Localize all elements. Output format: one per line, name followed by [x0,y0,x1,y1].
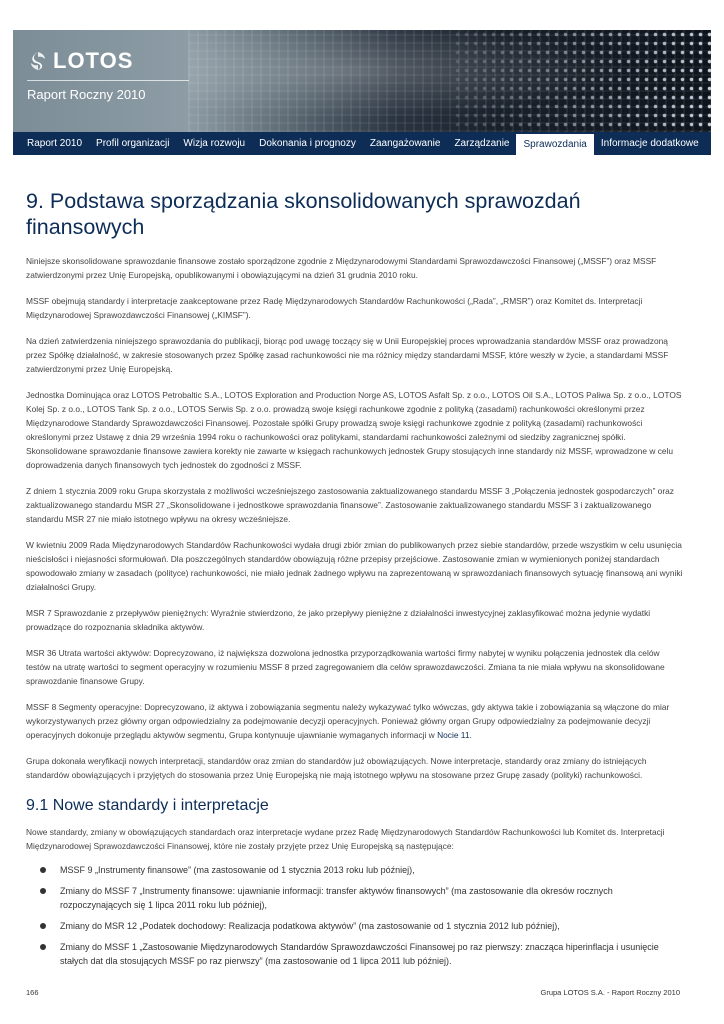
paragraph-text: MSSF 8 Segmenty operacyjne: Doprecyzowano, iż aktywa i zobowiązania segmentu należy wykazywać tylko wówczas, gdy aktywa takie i zobowiązania są włączone do miar wykorzystywanych przez główny organ odpowiedzialny za podejmowanie decyzji operacyjnych. Ponieważ główny organ Grupy odpowiedzialny za podejmowanie decyzji operacyjnych dokonuje przeglądu aktywów segmentu, Grupa kontynuuje ujawnianie wymaganych informacji w [26,702,670,740]
bullet-icon [40,923,46,929]
logo-text: LOTOS [53,48,134,73]
paragraph: MSR 36 Utrata wartości aktywów: Doprecyzowano, iż największa dozwolona jednostka przyporządkowania wartości firmy nabytej w wyniku połączenia jednostek dla celów testów na utratę wartości to segment operacyjny w rozumieniu MSSF 8 przed zagregowaniem dla celów sprawozdawczości. Zmiana ta nie miała wpływu na skonsolidowane sprawozdanie finansowe Grupy. [26,648,665,686]
section-intro: Nowe standardy, zmiany w obowiązujących standardach oraz interpretacje wydane przez Radę Międzynarodowych Standardów Rachunkowości lub Komitet ds. Interpretacji Międzynarodowej Sprawozdawczości Finansowej, które nie zostały przyjęte przez Unię Europejską są następujące: [26,827,665,851]
header-divider [27,80,189,81]
bullet-icon [40,888,46,894]
nav-item-profil-organizacji[interactable]: Profil organizacji [96,138,170,149]
nav-item-raport-2010[interactable]: Raport 2010 [27,138,83,149]
standards-list [26,863,686,968]
paragraph-mssf8 [26,700,686,742]
main-content [26,188,686,975]
nav-item-zarzadzanie[interactable]: Zarządzanie [454,138,510,149]
footer-report-name: Grupa LOTOS S.A. - Raport Roczny 2010 [540,988,680,997]
report-subtitle: Raport Roczny 2010 [27,87,146,102]
list-item [26,919,686,933]
main-navigation [13,132,711,155]
section-subtitle: 9.1 Nowe standardy i interpretacje [26,797,269,814]
paragraph: MSR 7 Sprawozdanie z przepływów pieniężnych: Wyraźnie stwierdzono, że jako przepływy pieniężne z działalności inwestycyjnej zaklasyfikować można jedynie wydatki prowadzące do rozpoznania składnika aktywów. [26,608,651,632]
list-item-text: Zmiany do MSSF 7 „Instrumenty finansowe: ujawnianie informacji: transfer aktywów finansowych” (ma zastosowanie dla okresów rocznych rozpoczynających się 1 lipca 2011 roku lub później), [60,886,613,910]
nav-item-sprawozdania[interactable]: Sprawozdania [516,134,593,155]
list-item-text: Zmiany do MSR 12 „Podatek dochodowy: Realizacja podatkowa aktywów” (ma zastosowanie od 1 stycznia 2012 lub później), [60,921,560,931]
list-item-text: MSSF 9 „Instrumenty finansowe” (ma zastosowanie od 1 stycznia 2013 roku lub później), [60,865,415,875]
paragraph: MSSF obejmują standardy i interpretacje zaakceptowane przez Radę Międzynarodowych Standardów Rachunkowości („Rada”, „RMSR”) oraz Komitet ds. Interpretacji Międzynarodowej Sprawozdawczości Finansowej („KIMSF”). [26,296,643,320]
page-title: 9. Podstawa sporządzania skonsolidowanych sprawozdań finansowych [26,189,581,239]
lotos-logo[interactable] [27,48,133,74]
paragraph: Grupa dokonała weryfikacji nowych interpretacji, standardów oraz zmian do standardów już obowiązujących. Nowe interpretacje, standardy oraz zmiany do istniejących standardów obowiązujących i przyjętych do stosowania przez Unię Europejską nie mają istotnego wpływu na stosowane przez Grupę zasady (polityki) rachunkowości. [26,756,647,780]
nav-item-dokonania-i-prognozy[interactable]: Dokonania i prognozy [259,138,356,149]
header-banner [13,30,711,132]
lotos-logo-icon [27,50,49,72]
paragraph: Na dzień zatwierdzenia niniejszego sprawozdania do publikacji, biorąc pod uwagę toczący się w Unii Europejskiej proces wprowadzania standardów MSSF oraz prowadzoną przez Spółkę działalność, w zakresie stosowanych przez Spółkę zasad rachunkowości nie ma różnicy między standardami MSSF, które weszły w życie, a standardami MSSF zatwierdzonymi przez Unię Europejską. [26,336,669,374]
page-number: 166 [26,988,39,997]
nav-item-wizja-rozwoju[interactable]: Wizja rozwoju [183,138,246,149]
paragraph: Z dniem 1 stycznia 2009 roku Grupa skorzystała z możliwości wcześniejszego zastosowania zaktualizowanego standardu MSSF 3 „Połączenia jednostek gospodarczych” oraz zaktualizowanego standardu MSR 27 „Skonsolidowane i jednostkowe sprawozdania finansowe”. Zastosowanie zaktualizowanego standardu MSSF 3 i zaktualizowanego standardu MSR 27 nie miało istotnego wpływu na okresy wcześniejsze. [26,486,674,524]
list-item [26,940,686,968]
paragraph: Niniejsze skonsolidowane sprawozdanie finansowe zostało sporządzone zgodnie z Międzynarodowymi Standardami Sprawozdawczości Finansowej („MSSF”) oraz MSSF zatwierdzonymi przez Unię Europejską, opublikowanymi i obowiązującymi na dzień 31 grudnia 2010 roku. [26,256,657,280]
bullet-icon [40,867,46,873]
list-item [26,863,686,877]
paragraph: W kwietniu 2009 Rada Międzynarodowych Standardów Rachunkowości wydała drugi zbiór zmian do publikowanych przez siebie standardów, przede wszystkim w celu usunięcia nieścisłości i niejasności sformułowań. Dla poszczególnych standardów obowiązują różne przepisy przejściowe. Zastosowanie zmian w wymienionych poniżej standardach spowodowało zmiany w zasadach (polityce) rachunkowości, nie miało jednak żadnego wpływu na zaprezentowaną w sprawozdaniach finansowych sytuację finansową ani wyniki działalności Grupy. [26,540,683,592]
list-item [26,884,686,912]
nav-item-informacje-dodatkowe[interactable]: Informacje dodatkowe [600,138,699,149]
note-11-link[interactable]: Nocie 11 [437,730,470,740]
header-led-display [453,30,711,132]
bullet-icon [40,944,46,950]
paragraph: Jednostka Dominująca oraz LOTOS Petrobaltic S.A., LOTOS Exploration and Production Norge AS, LOTOS Asfalt Sp. z o.o., LOTOS Oil S.A., LOTOS Paliwa Sp. z o.o., LOTOS Kolej Sp. z o.o., LOTOS Tank Sp. z o.o., LOTOS Serwis Sp. z o.o. prowadzą swoje księgi rachunkowe zgodnie z polityką (zasadami) rachunkowości określonymi przez Międzynarodowe Standardy Sprawozdawczości Finansowej. Pozostałe spółki Grupy prowadzą swoje księgi rachunkowe zgodnie z polityką (zasadami) rachunkowości określonymi przez Ustawę z dnia 29 września 1994 roku o rachunkowości oraz politykami, standardami rachunkowości zależnymi od siedziby zagranicznej spółki. Skonsolidowane sprawozdanie finansowe zawiera korekty nie zawarte w księgach rachunkowych jednostek Grupy stosujących inne standardy niż MSSF, wprowadzone w celu doprowadzenia danych finansowych tych jednostek do zgodności z MSSF. [26,390,682,470]
list-item-text: Zmiany do MSSF 1 „Zastosowanie Międzynarodowych Standardów Sprawozdawczości Finansowej po raz pierwszy: znacząca hiperinflacja i usunięcie stałych dat dla stosujących MSSF po raz pierwszy” (ma zastosowanie od 1 lipca 2011 lub później). [60,942,659,966]
nav-item-zaangazowanie[interactable]: Zaangażowanie [369,138,441,149]
paragraph-end: . [469,730,472,740]
